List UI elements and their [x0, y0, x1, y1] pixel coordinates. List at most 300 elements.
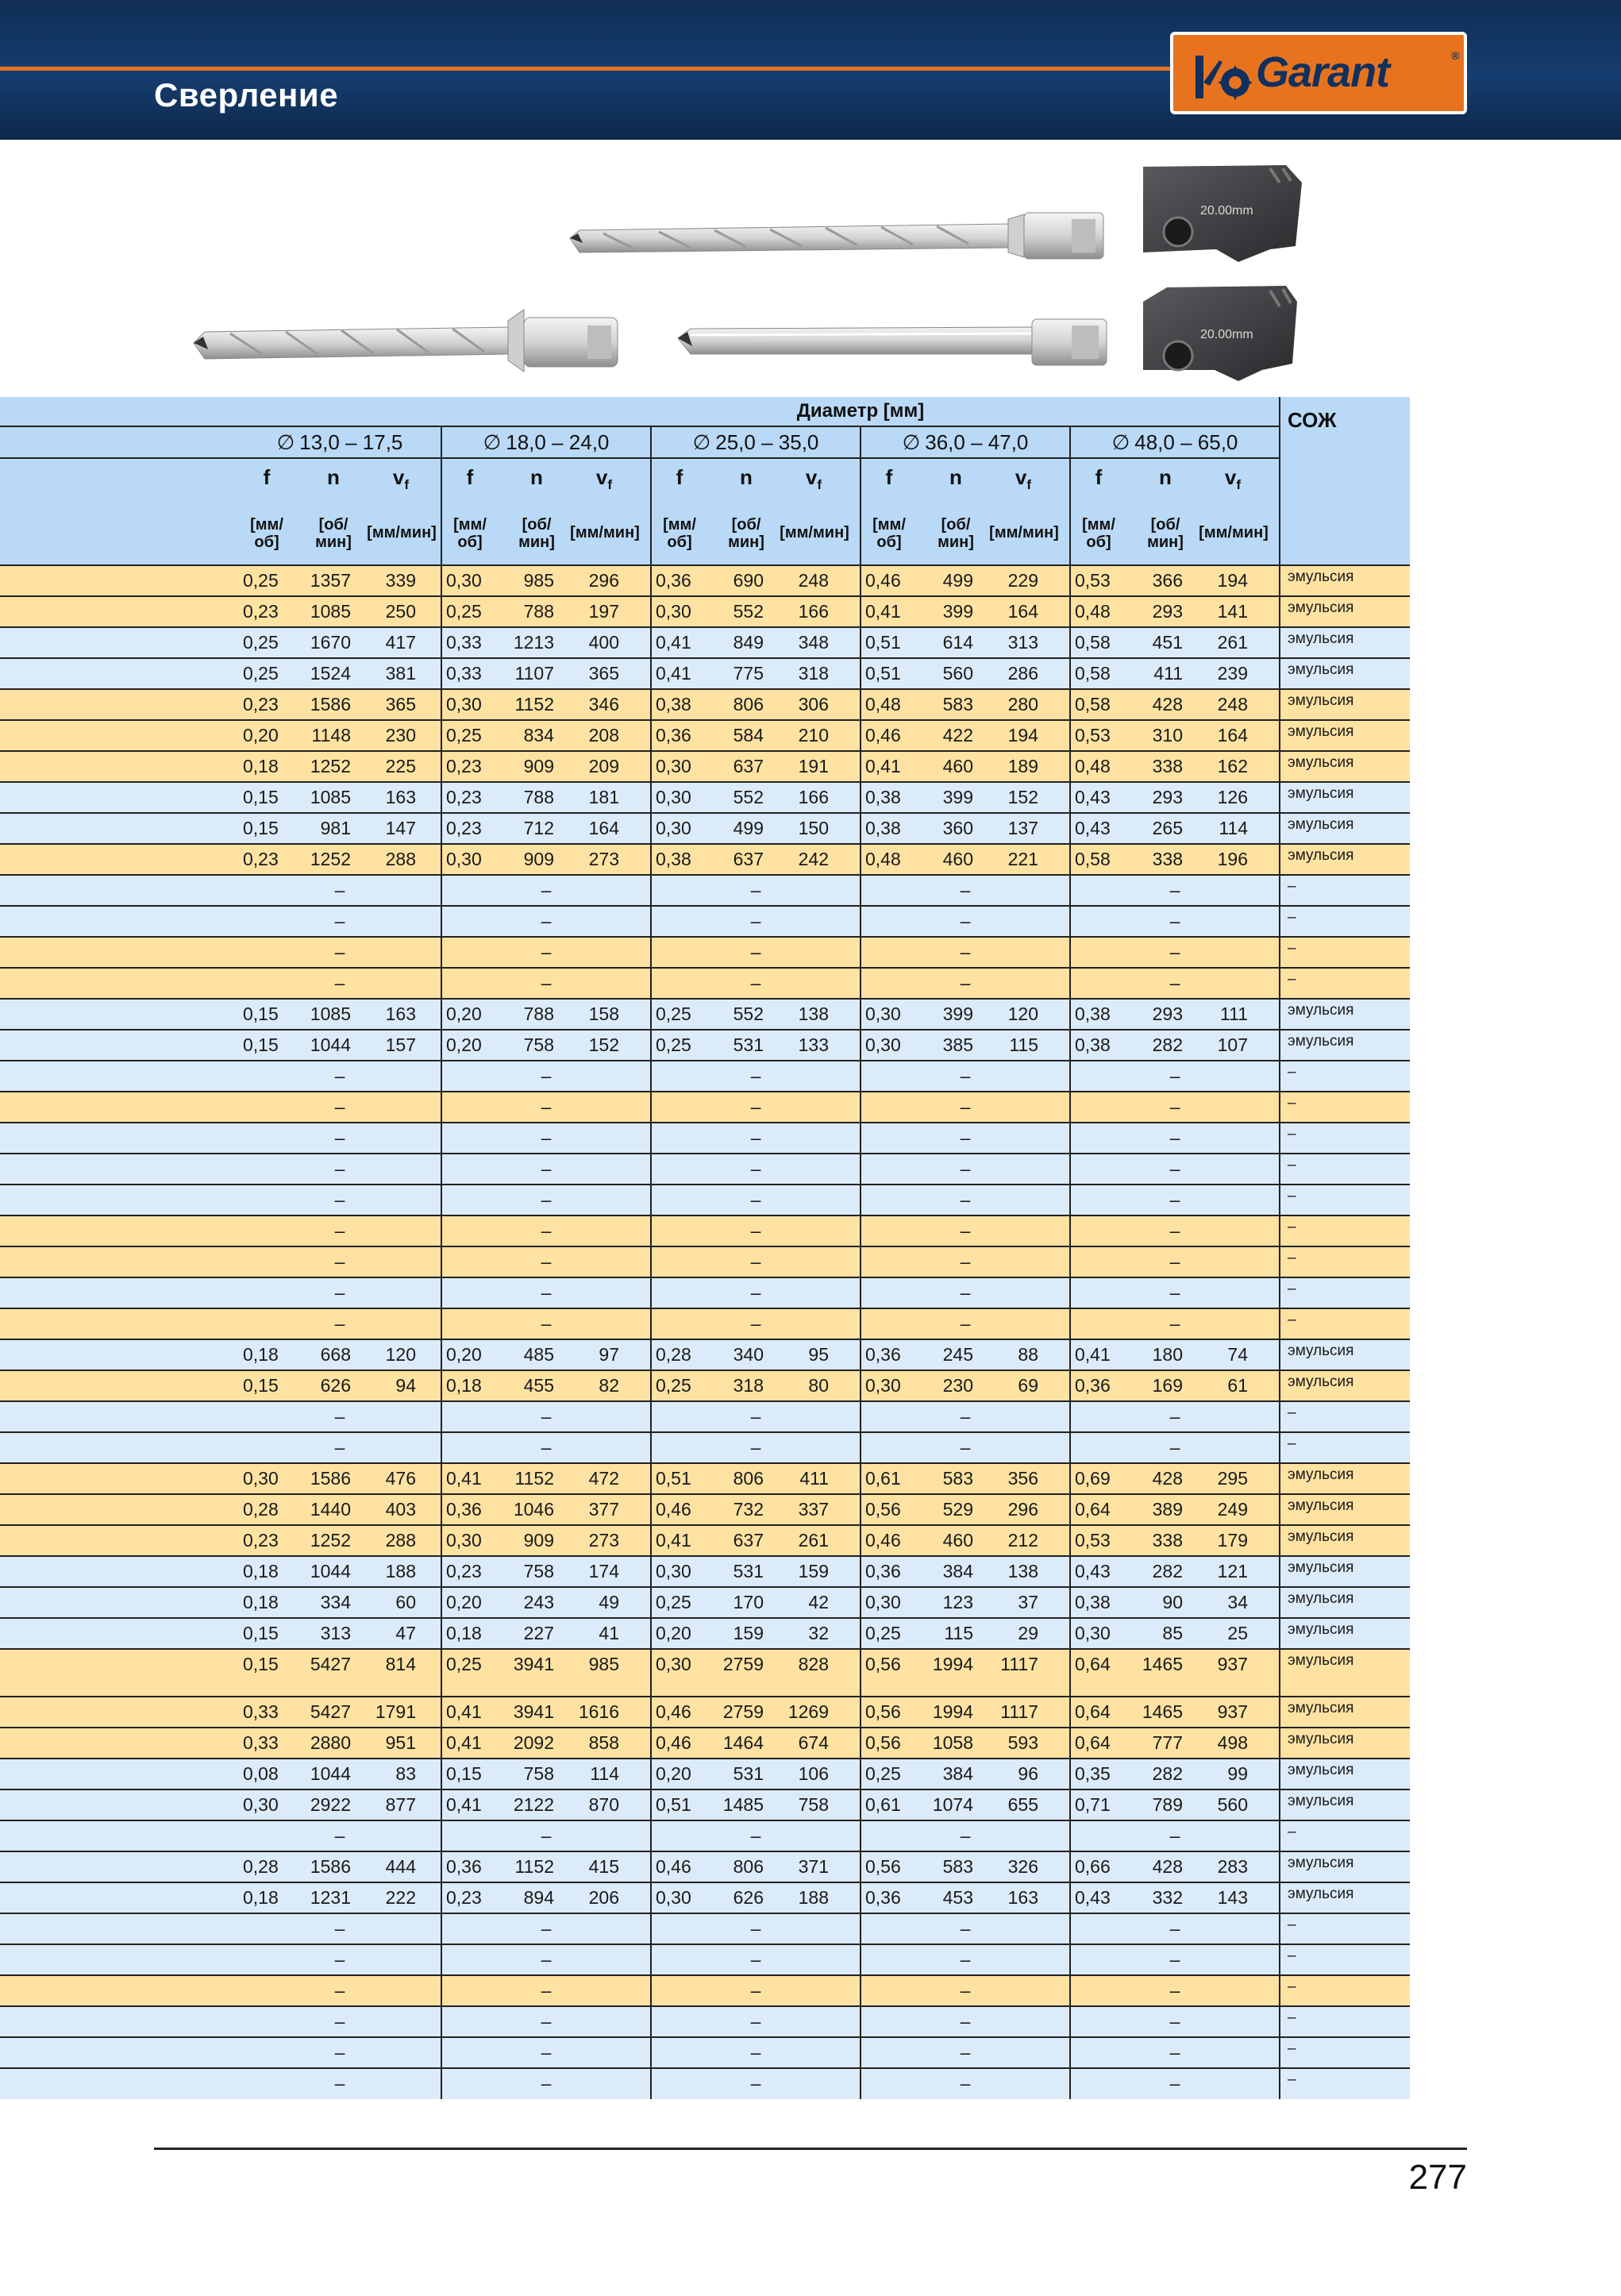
param-vf [786, 465, 841, 493]
cell-vf: 61 [1227, 1375, 1248, 1396]
cell-n: 1044 [310, 1763, 351, 1784]
row-divider [0, 595, 1410, 597]
coolant-cell: эмульсия [1288, 1466, 1354, 1483]
cell-n: 460 [942, 849, 973, 869]
cell-n: 1524 [310, 663, 351, 684]
empty-cell: – [960, 1437, 971, 1458]
row-divider [0, 1370, 1410, 1371]
cell-vf: 197 [588, 601, 619, 622]
param-vf-sub: f [817, 477, 822, 493]
cell-vf: 476 [385, 1468, 416, 1489]
cell-f: 0,30 [243, 1468, 279, 1489]
empty-cell: – [750, 1251, 761, 1272]
table-row [0, 1401, 1410, 1432]
cell-vf: 120 [385, 1344, 416, 1365]
cell-f: 0,15 [243, 1034, 279, 1055]
cell-f: 0,30 [865, 1592, 901, 1612]
cell-f: 0,18 [446, 1623, 482, 1643]
insert-label-top: 20.00mm [1200, 204, 1253, 218]
empty-cell: – [334, 1437, 345, 1458]
param-f: f [885, 465, 893, 489]
cell-f: 0,58 [1075, 663, 1111, 684]
cell-vf: 164 [1007, 601, 1038, 622]
cell-f: 0,56 [865, 1732, 901, 1753]
unit-f [1075, 516, 1122, 551]
cell-f: 0,38 [656, 694, 691, 715]
cell-n: 637 [733, 1530, 764, 1551]
cell-n: 243 [523, 1592, 554, 1612]
cell-n: 1074 [932, 1794, 973, 1815]
cell-n: 614 [942, 632, 973, 653]
drill-holder-short [194, 310, 618, 372]
table-row [0, 2068, 1410, 2099]
cell-n: 909 [523, 849, 554, 869]
param-vf [1205, 465, 1261, 493]
cell-n: 1148 [311, 725, 351, 745]
cell-n: 230 [942, 1375, 973, 1396]
unit-n-line2: мин] [728, 534, 764, 551]
empty-cell: – [541, 2073, 552, 2094]
cell-vf: 188 [385, 1561, 416, 1581]
cell-vf: 188 [798, 1887, 829, 1908]
unit-n-line1: [об/ [731, 516, 761, 534]
diameter-range: 13,0 – 17,5 [299, 430, 403, 454]
unit-f [656, 516, 703, 551]
cell-n: 360 [942, 818, 973, 838]
cell-vf: 1117 [1000, 1654, 1038, 1674]
cell-f: 0,56 [865, 1654, 901, 1674]
cell-vf: 82 [599, 1375, 619, 1396]
param-f: f [263, 465, 271, 489]
cell-f: 0,23 [446, 818, 482, 838]
cell-vf: 60 [395, 1592, 416, 1612]
cell-n: 2122 [513, 1794, 554, 1815]
cell-f: 0,38 [1075, 1034, 1111, 1055]
table-row [0, 937, 1410, 968]
cell-vf: 34 [1227, 1592, 1248, 1612]
cell-f: 0,25 [656, 1375, 691, 1396]
cell-vf: 365 [385, 694, 416, 715]
cell-f: 0,41 [656, 632, 691, 653]
row-divider [0, 1184, 1410, 1185]
cell-vf: 121 [1217, 1561, 1248, 1581]
cell-vf: 286 [1007, 663, 1038, 684]
param-n: n [1159, 465, 1172, 489]
row-divider [0, 812, 1410, 814]
table-row [0, 1494, 1410, 1525]
row-divider [0, 1758, 1410, 1759]
param-vf-main: v [805, 465, 818, 489]
cell-f: 0,30 [865, 1004, 901, 1024]
cell-n: 775 [733, 663, 764, 684]
cell-vf: 42 [808, 1592, 829, 1612]
row-divider [0, 1524, 1410, 1526]
cell-vf: 212 [1007, 1530, 1038, 1551]
table-row [0, 689, 1410, 720]
cell-n: 1252 [310, 1530, 351, 1551]
diameter-icon: ∅ [692, 430, 711, 454]
cell-f: 0,36 [865, 1887, 901, 1908]
unit-vf: [мм/мин] [780, 524, 849, 541]
empty-cell: – [334, 2073, 345, 2094]
cell-n: 626 [733, 1887, 764, 1908]
cell-f: 0,28 [243, 1499, 279, 1520]
empty-cell: – [750, 2042, 761, 2063]
coolant-cell: эмульсия [1288, 1762, 1354, 1778]
cell-vf: 181 [588, 787, 619, 807]
coolant-cell: эмульсия [1288, 754, 1354, 771]
cell-vf: 371 [798, 1856, 829, 1877]
cell-f: 0,20 [243, 725, 279, 745]
cell-f: 0,56 [865, 1701, 901, 1722]
cell-vf: 111 [1220, 1004, 1248, 1024]
cell-n: 2759 [722, 1654, 764, 1674]
column-divider [650, 426, 652, 2099]
param-vf [576, 465, 632, 493]
cell-vf: 403 [385, 1499, 416, 1520]
cell-f: 0,25 [446, 725, 482, 745]
empty-cell: – [334, 1096, 345, 1117]
row-divider [0, 564, 1410, 566]
cell-n: 583 [942, 1856, 973, 1877]
cell-f: 0,51 [865, 663, 901, 684]
empty-cell: – [1169, 1127, 1180, 1148]
empty-cell: – [750, 1980, 761, 2001]
diameter-group-label [238, 430, 441, 455]
cell-vf: 37 [1018, 1592, 1038, 1612]
empty-cell: – [960, 1949, 971, 1970]
coolant-cell: – [1288, 1157, 1296, 1173]
cell-n: 90 [1162, 1592, 1183, 1612]
cell-vf: 138 [1007, 1561, 1038, 1581]
row-divider [0, 719, 1410, 721]
coolant-cell: эмульсия [1288, 1033, 1354, 1050]
empty-cell: – [334, 1251, 345, 1272]
cell-f: 0,43 [1075, 787, 1111, 807]
cell-n: 366 [1152, 570, 1183, 591]
cell-f: 0,25 [656, 1034, 691, 1055]
cell-n: 1464 [722, 1732, 764, 1753]
table-row [0, 1759, 1410, 1789]
empty-cell: – [334, 1313, 345, 1334]
cell-vf: 814 [385, 1654, 416, 1674]
row-divider [0, 2036, 1410, 2038]
cell-vf: 126 [1217, 787, 1248, 807]
cell-n: 1252 [310, 756, 351, 776]
cell-f: 0,30 [656, 1561, 691, 1581]
cell-vf: 250 [385, 601, 416, 622]
cell-f: 0,41 [656, 663, 691, 684]
coolant-cell: эмульсия [1288, 723, 1354, 740]
empty-cell: – [334, 1406, 345, 1427]
diameter-icon: ∅ [276, 430, 295, 454]
table-row [0, 1308, 1410, 1339]
unit-n-line1: [об/ [318, 516, 348, 534]
cell-f: 0,30 [446, 849, 482, 869]
coolant-cell: эмульсия [1288, 1793, 1354, 1809]
empty-cell: – [750, 973, 761, 993]
cell-vf: 162 [1217, 756, 1248, 776]
cell-vf: 242 [798, 849, 829, 869]
drill-insert-bottom [1143, 286, 1297, 381]
empty-cell: – [1169, 1065, 1180, 1086]
cell-n: 806 [733, 1468, 764, 1489]
cell-f: 0,41 [865, 756, 901, 776]
garant-logo-icon [1192, 51, 1259, 103]
table-row [0, 1944, 1410, 1975]
cell-n: 293 [1152, 601, 1183, 622]
cell-f: 0,20 [446, 1344, 482, 1365]
empty-cell: – [1169, 880, 1180, 900]
cell-n: 123 [942, 1592, 973, 1612]
table-row [0, 813, 1410, 844]
cell-f: 0,36 [656, 725, 691, 745]
cell-n: 1152 [514, 694, 554, 715]
logo-text: Garant [1256, 48, 1390, 96]
row-divider [0, 1944, 1410, 1945]
empty-cell: – [750, 1825, 761, 1846]
cell-vf: 239 [1217, 663, 1248, 684]
cell-vf: 472 [588, 1468, 619, 1489]
empty-cell: – [750, 1158, 761, 1179]
cell-n: 332 [1152, 1887, 1183, 1908]
unit-vf: [мм/мин] [367, 524, 437, 541]
cell-n: 712 [523, 818, 554, 838]
row-divider [0, 1400, 1410, 1402]
empty-cell: – [541, 1825, 552, 1846]
table-row [0, 1882, 1410, 1913]
diameter-range: 25,0 – 35,0 [715, 430, 819, 454]
cell-n: 1085 [310, 787, 351, 807]
cell-n: 1465 [1142, 1654, 1183, 1674]
cell-n: 788 [523, 601, 554, 622]
row-divider [0, 905, 1410, 907]
cell-vf: 166 [798, 787, 829, 807]
cell-vf: 280 [1007, 694, 1038, 715]
empty-cell: – [1169, 911, 1180, 931]
page-title: Сверление [154, 76, 339, 114]
row-divider [0, 843, 1410, 845]
cell-vf: 937 [1217, 1701, 1248, 1722]
cell-n: 451 [1152, 632, 1183, 653]
row-divider [0, 998, 1410, 1000]
cell-f: 0,20 [656, 1763, 691, 1784]
empty-cell: – [334, 1949, 345, 1970]
cell-vf: 25 [1227, 1623, 1248, 1643]
unit-n-line1: [об/ [1150, 516, 1180, 534]
row-divider [0, 967, 1410, 969]
row-divider [0, 1913, 1410, 1914]
coolant-cell: эмульсия [1288, 568, 1354, 585]
cell-n: 2880 [310, 1732, 351, 1753]
empty-cell: – [334, 973, 345, 993]
cell-n: 788 [523, 1004, 554, 1024]
unit-n-line2: мин] [1147, 534, 1184, 551]
cell-f: 0,46 [865, 725, 901, 745]
empty-cell: – [960, 1189, 971, 1210]
cell-n: 1586 [310, 1468, 351, 1489]
cell-f: 0,15 [446, 1763, 482, 1784]
row-divider [0, 1789, 1410, 1790]
empty-cell: – [334, 1918, 345, 1939]
cell-n: 560 [942, 663, 973, 684]
cell-f: 0,43 [1075, 1561, 1111, 1581]
cell-n: 428 [1152, 694, 1183, 715]
coolant-cell: – [1288, 1404, 1296, 1421]
cell-f: 0,64 [1075, 1654, 1111, 1674]
cell-f: 0,46 [865, 570, 901, 591]
cell-n: 293 [1152, 787, 1183, 807]
cell-vf: 346 [588, 694, 619, 715]
cell-n: 531 [733, 1763, 764, 1784]
empty-cell: – [541, 1127, 552, 1148]
cell-n: 282 [1152, 1034, 1183, 1055]
cell-f: 0,33 [243, 1732, 279, 1753]
cell-f: 0,51 [656, 1468, 691, 1489]
coolant-cell: – [1288, 1435, 1296, 1452]
cell-f: 0,36 [656, 570, 691, 591]
empty-cell: – [960, 911, 971, 931]
row-divider [0, 2005, 1410, 2007]
empty-cell: – [750, 911, 761, 931]
cell-f: 0,48 [865, 849, 901, 869]
param-n: n [327, 465, 340, 489]
row-divider [0, 688, 1410, 690]
coolant-cell: – [1288, 1978, 1296, 1995]
empty-cell: – [541, 1406, 552, 1427]
empty-cell: – [1169, 1096, 1180, 1117]
cell-vf: 417 [385, 632, 416, 653]
cell-f: 0,53 [1075, 570, 1111, 591]
cell-n: 411 [1153, 663, 1183, 684]
cell-f: 0,64 [1075, 1499, 1111, 1520]
cell-n: 909 [523, 756, 554, 776]
cell-f: 0,36 [865, 1561, 901, 1581]
cell-f: 0,30 [656, 818, 691, 838]
empty-cell: – [541, 1189, 552, 1210]
cell-vf: 196 [1217, 849, 1248, 869]
cell-vf: 400 [588, 632, 619, 653]
cell-f: 0,25 [243, 570, 279, 591]
unit-n [513, 516, 560, 551]
table-row [0, 1030, 1410, 1061]
cell-vf: 593 [1007, 1732, 1038, 1753]
coolant-cell: – [1288, 1824, 1296, 1840]
cell-n: 806 [733, 694, 764, 715]
cell-vf: 498 [1217, 1732, 1248, 1753]
coolant-cell: – [1288, 2071, 1296, 2088]
cell-f: 0,30 [656, 756, 691, 776]
empty-cell: – [960, 1158, 971, 1179]
cell-f: 0,41 [446, 1468, 482, 1489]
coolant-cell: эмульсия [1288, 661, 1354, 678]
empty-cell: – [750, 1282, 761, 1303]
empty-cell: – [541, 1096, 552, 1117]
cell-vf: 137 [1007, 818, 1038, 838]
cell-vf: 655 [1007, 1794, 1038, 1815]
empty-cell: – [334, 880, 345, 900]
table-row [0, 844, 1410, 875]
row-divider [0, 1586, 1410, 1588]
diameter-group-label [651, 430, 861, 455]
table-row [0, 1975, 1410, 2006]
cell-f: 0,64 [1075, 1701, 1111, 1722]
cell-n: 159 [733, 1623, 764, 1643]
empty-cell: – [334, 2042, 345, 2063]
cell-f: 0,46 [656, 1499, 691, 1520]
unit-n [932, 516, 980, 551]
cell-vf: 164 [1217, 725, 1248, 745]
insert-label-bottom: 20.00mm [1200, 328, 1253, 341]
cell-n: 85 [1162, 1623, 1183, 1643]
param-vf-main: v [1224, 465, 1237, 489]
cell-vf: 138 [798, 1004, 829, 1024]
cell-vf: 937 [1217, 1654, 1248, 1674]
coolant-cell: эмульсия [1288, 1652, 1354, 1669]
empty-cell: – [541, 1437, 552, 1458]
unit-vf: [мм/мин] [570, 524, 640, 541]
cell-n: 583 [942, 694, 973, 715]
cell-vf: 41 [599, 1623, 619, 1643]
row-divider [0, 2067, 1410, 2069]
table-row [0, 1061, 1410, 1092]
garant-logo [1170, 32, 1467, 114]
empty-cell: – [750, 1220, 761, 1241]
empty-cell: – [1169, 942, 1180, 962]
cell-n: 909 [523, 1530, 554, 1551]
cell-n: 583 [942, 1468, 973, 1489]
empty-cell: – [960, 1282, 971, 1303]
cell-f: 0,38 [1075, 1004, 1111, 1024]
empty-cell: – [334, 942, 345, 962]
cell-f: 0,30 [446, 694, 482, 715]
cell-f: 0,33 [243, 1701, 279, 1722]
param-vf [373, 465, 429, 493]
cell-vf: 295 [1217, 1468, 1248, 1489]
cell-n: 3941 [513, 1701, 554, 1722]
cell-n: 552 [733, 601, 764, 622]
empty-cell: – [1169, 1406, 1180, 1427]
row-divider [0, 1060, 1410, 1061]
cell-vf: 296 [588, 570, 619, 591]
cell-f: 0,33 [446, 663, 482, 684]
cell-vf: 288 [385, 1530, 416, 1551]
table-row [0, 1123, 1410, 1154]
cell-vf: 870 [588, 1794, 619, 1815]
cell-f: 0,23 [446, 787, 482, 807]
unit-f [446, 516, 494, 551]
table-row [0, 1370, 1410, 1401]
empty-cell: – [1169, 1918, 1180, 1939]
diameter-range: 48,0 – 65,0 [1134, 430, 1238, 454]
table-row [0, 1820, 1410, 1851]
cell-n: 1044 [310, 1034, 351, 1055]
coolant-cell: – [1288, 2009, 1296, 2026]
table-row [0, 1728, 1410, 1759]
cell-vf: 221 [1007, 849, 1038, 869]
empty-cell: – [1169, 1158, 1180, 1179]
cell-vf: 179 [1217, 1530, 1248, 1551]
cell-vf: 225 [385, 756, 416, 776]
table-row [0, 1246, 1410, 1277]
cell-f: 0,56 [865, 1499, 901, 1520]
row-divider [0, 874, 1410, 876]
cell-n: 1357 [310, 570, 351, 591]
empty-cell: – [960, 942, 971, 962]
cell-vf: 560 [1217, 1794, 1248, 1815]
row-divider [0, 1851, 1410, 1852]
empty-cell: – [960, 1251, 971, 1272]
